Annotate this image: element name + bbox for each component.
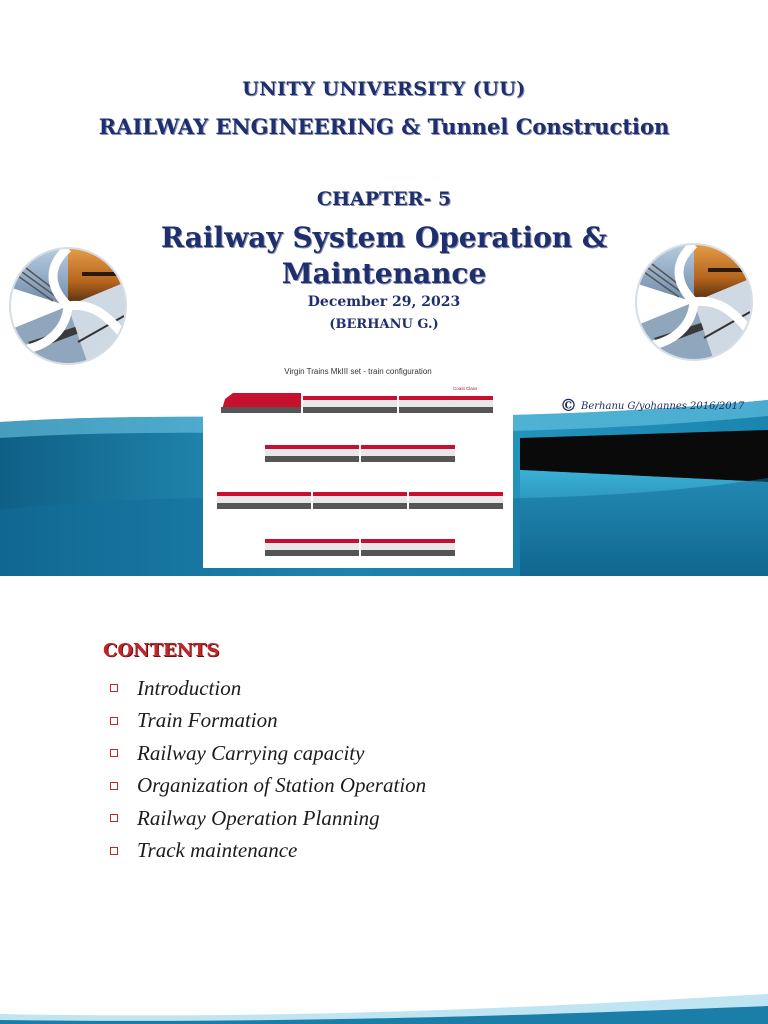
copyright-text: Berhanu G/yohannes 2016/2017 (581, 401, 745, 412)
train-row-1 (221, 386, 493, 413)
list-item (110, 802, 426, 835)
list-item-label: Railway Operation Planning (137, 805, 380, 830)
railway-logo-left (8, 246, 128, 366)
list-item (110, 737, 426, 770)
list-item (110, 835, 426, 868)
list-item (110, 672, 426, 705)
list-item-label: Railway Carrying capacity (137, 740, 365, 765)
list-item-label: Introduction (137, 675, 242, 700)
author-name: (BERHANU G.) (329, 317, 439, 332)
square-bullet-icon (110, 847, 118, 855)
list-item-label: Organization of Station Operation (137, 773, 427, 798)
train-row-4 (265, 539, 455, 556)
square-bullet-icon (110, 782, 118, 790)
list-item (110, 770, 426, 803)
department-name: RAILWAY ENGINEERING & Tunnel Construction (98, 114, 670, 139)
chapter-label: CHAPTER- 5 (316, 188, 452, 210)
list-item (110, 705, 426, 738)
train-row-2 (265, 445, 455, 462)
copyright-symbol: © (560, 396, 577, 416)
square-bullet-icon (110, 814, 118, 822)
chapter-title-line2: Maintenance (281, 257, 487, 290)
presentation-date: December 29, 2023 (307, 294, 461, 310)
train-configuration-figure (203, 363, 513, 568)
train-row-3 (217, 492, 503, 509)
square-bullet-icon (110, 684, 118, 692)
figure-title: Virgin Trains MkIII set - train configuration (284, 367, 432, 376)
contents-heading: CONTENTS (103, 640, 220, 661)
square-bullet-icon (110, 717, 118, 725)
list-item-label: Track maintenance (137, 838, 298, 863)
copyright-note (560, 396, 744, 416)
square-bullet-icon (110, 749, 118, 757)
contents-list (110, 672, 426, 867)
brand-tag: Coast Class (453, 386, 478, 391)
university-name: UNITY UNIVERSITY (UU) (242, 78, 526, 100)
list-item-label: Train Formation (137, 708, 278, 733)
railway-logo-right (634, 242, 754, 362)
footer-swoosh-band (0, 984, 768, 1024)
chapter-title-line1: Railway System Operation & (160, 221, 608, 254)
